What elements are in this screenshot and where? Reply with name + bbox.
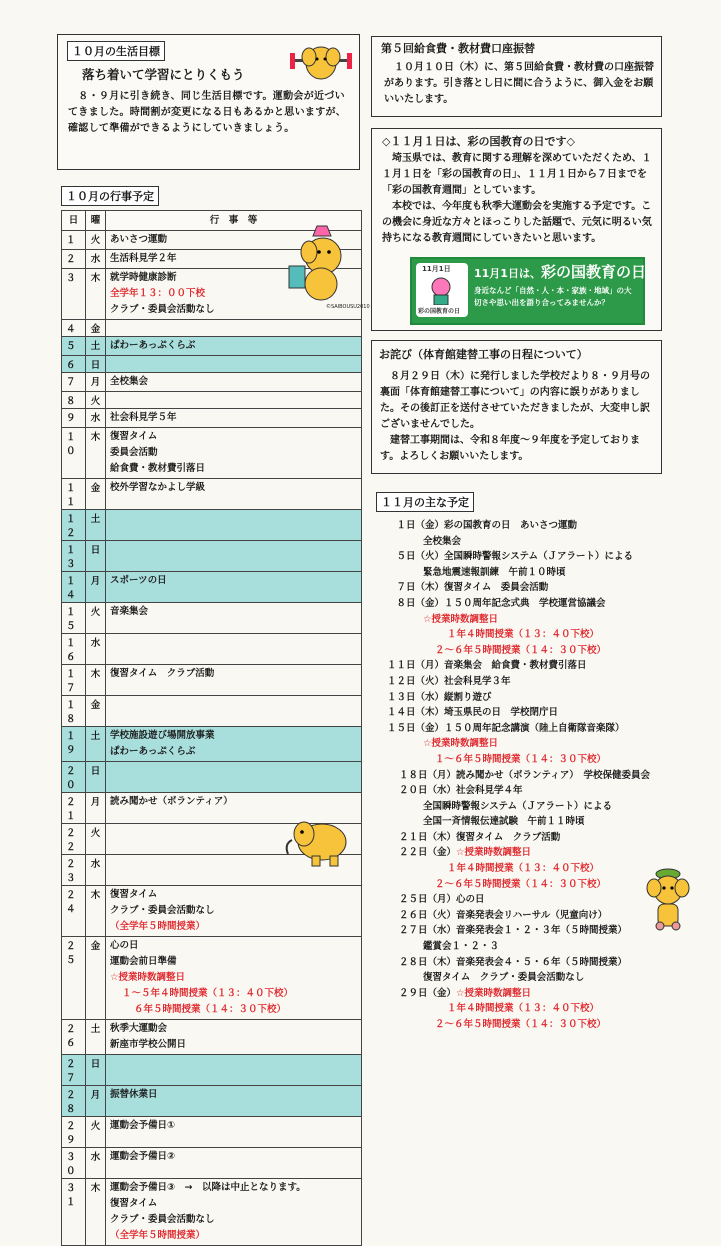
list-item: 緊急地震速報訓練 午前１０時頃	[423, 566, 566, 578]
education-day-box	[371, 128, 662, 331]
list-item: 全国瞬時警報システム（Ｊアラート）による	[423, 800, 613, 812]
list-item: ☆授業時数調整日	[423, 738, 499, 750]
row-weekday: 月	[86, 572, 106, 603]
event-line: ぱわーあっぷくらぶ	[110, 340, 196, 351]
row-event	[106, 428, 362, 479]
row-day: １８	[62, 696, 86, 727]
row-event	[106, 696, 362, 727]
row-day: １４	[62, 572, 86, 603]
row-event	[106, 762, 362, 793]
event-line	[110, 321, 357, 335]
event-line: 運動会予備日③ → 以降は中止となります。	[110, 1182, 306, 1193]
row-day: １７	[62, 665, 86, 696]
list-item-date: ２９日（金）	[399, 987, 457, 999]
row-event	[106, 1055, 362, 1086]
event-line	[110, 763, 357, 777]
row-day: １１	[62, 479, 86, 510]
row-event	[106, 337, 362, 356]
row-day: １９	[62, 727, 86, 762]
event-line: （全学年５時間授業）	[110, 921, 206, 932]
event-line: ６年５時間授業（１４：３０下校）	[134, 1004, 287, 1015]
table-row	[62, 541, 362, 572]
row-event	[106, 1086, 362, 1117]
row-weekday: 月	[86, 793, 106, 824]
row-day: ２８	[62, 1086, 86, 1117]
elephant-reading-icon	[287, 222, 355, 306]
list-item: ５日（火）全国瞬時警報システム（Ｊアラート）による	[387, 551, 634, 563]
event-line	[110, 1056, 357, 1070]
event-line: 復習タイム	[110, 431, 158, 442]
row-event	[106, 356, 362, 373]
list-item-highlight: ☆授業時数調整日	[456, 847, 532, 859]
row-day: ２７	[62, 1055, 86, 1086]
row-weekday: 日	[86, 762, 106, 793]
list-item: ２〜６年５時間授業（１４：３０下校）	[435, 644, 607, 656]
list-item: 鑑賞会１・２・３	[423, 941, 500, 953]
event-line	[110, 511, 357, 525]
row-event	[106, 634, 362, 665]
list-item: ２０日（水）社会科見学４年	[399, 785, 523, 797]
row-weekday: 日	[86, 541, 106, 572]
row-day: ５	[62, 337, 86, 356]
elephant-weightlifting-icon	[290, 39, 352, 83]
list-item-highlight: ☆授業時数調整日	[456, 987, 532, 999]
table-row	[62, 510, 362, 541]
copyright-text: ©SAIBOUSU2010	[326, 304, 370, 310]
banner-badge-top: 11月1日	[422, 265, 451, 273]
list-item: ２７日（水）音楽発表会１・２・３年（５時間授業）	[399, 925, 628, 937]
row-day: ２９	[62, 1117, 86, 1148]
apology-title: お詫び（体育館建替工事の日程について）	[379, 348, 588, 361]
table-row	[62, 665, 362, 696]
table-row	[62, 886, 362, 937]
list-item: １４日（木）埼玉県民の日 学校閉庁日	[387, 707, 559, 719]
row-day: １５	[62, 603, 86, 634]
row-weekday: 土	[86, 337, 106, 356]
elephant-running-icon	[282, 812, 358, 870]
list-item: 全国一斉情報伝達試験 午前１１時頃	[423, 816, 585, 828]
row-weekday: 水	[86, 855, 106, 886]
row-event	[106, 603, 362, 634]
event-line: クラブ・委員会活動なし	[110, 1214, 215, 1225]
event-line: クラブ・委員会活動なし	[110, 304, 215, 315]
row-day: ９	[62, 409, 86, 428]
row-day: ２３	[62, 855, 86, 886]
event-line: １〜５年４時間授業（１３：４０下校）	[122, 988, 294, 999]
list-item: １８日（月）読み聞かせ（ボランティア） 学校保健委員会	[399, 769, 650, 781]
november-schedule-title: １１月の主な予定	[376, 492, 474, 512]
list-item: ８日（金）１５０周年記念式典 学校運営協議会	[387, 597, 606, 609]
row-day: １２	[62, 510, 86, 541]
row-day: ６	[62, 356, 86, 373]
event-line: スポーツの日	[110, 575, 167, 586]
row-weekday: 水	[86, 409, 106, 428]
child-icon	[426, 275, 456, 305]
row-day: ２６	[62, 1020, 86, 1055]
row-day: １	[62, 231, 86, 250]
goal-headline: 落ち着いて学習にとりくもう	[82, 67, 245, 82]
col-weekday: 曜	[86, 211, 106, 231]
table-row	[62, 320, 362, 337]
row-day: １０	[62, 428, 86, 479]
elephant-cheering-icon	[640, 866, 696, 936]
row-weekday: 水	[86, 634, 106, 665]
table-row	[62, 1086, 362, 1117]
event-line: ☆授業時数調整日	[110, 972, 186, 983]
list-item: 復習タイム クラブ・委員会活動なし	[423, 972, 585, 984]
table-row	[62, 479, 362, 510]
event-line: 運動会予備日①	[110, 1120, 176, 1131]
row-event	[106, 665, 362, 696]
event-line: 社会科見学５年	[110, 412, 177, 423]
event-line	[110, 697, 357, 711]
list-item: １年４時間授業（１３：４０下校）	[447, 1003, 600, 1015]
list-item-date: ２２日（金）	[399, 847, 457, 859]
list-item: ２５日（月）心の日	[399, 894, 485, 906]
row-weekday: 日	[86, 1055, 106, 1086]
row-weekday: 土	[86, 727, 106, 762]
table-row	[62, 428, 362, 479]
list-item: １１日（月）音楽集会 給食費・教材費引落日	[387, 660, 587, 672]
row-weekday: 火	[86, 603, 106, 634]
row-day: ３	[62, 269, 86, 320]
event-line: ぱわーあっぷくらぶ	[110, 746, 196, 757]
table-row	[62, 356, 362, 373]
payment-body: １０月１０日（木）に、第５回給食費・教材費の口座振替があります。引き落とし日に間に合うように、御入金をお願いいたします。	[384, 62, 654, 105]
apology-body: ８月２９日（木）に発行しました学校だより８・９月号の裏面「体育館建替工事について」の内容に誤りがありました。その後訂正を送付させていただきましたが、大変申し訳ございませんでした。 建替工事期間は、令和８年度〜９年度を予定しております。よろしくお願いいたします。	[380, 371, 650, 462]
event-line	[110, 635, 357, 649]
row-event	[106, 1148, 362, 1179]
row-day: １６	[62, 634, 86, 665]
monthly-goal-box	[57, 34, 360, 170]
row-weekday: 金	[86, 479, 106, 510]
banner-badge	[416, 263, 468, 317]
list-item: １３日（水）縦割り遊び	[387, 691, 492, 703]
table-row	[62, 572, 362, 603]
october-schedule-title: １０月の行事予定	[61, 186, 159, 206]
event-line: 復習タイム	[110, 1198, 158, 1209]
row-weekday: 木	[86, 269, 106, 320]
row-weekday: 木	[86, 1179, 106, 1246]
event-line: 音楽集会	[110, 606, 149, 617]
row-day: ４	[62, 320, 86, 337]
event-line: 校外学習なかよし学級	[110, 482, 206, 493]
banner-sub: 身近なんど「自然・人・本・家族・地域」の大切さや思い出を語り合ってみませんか？	[474, 286, 632, 307]
payment-box	[371, 36, 662, 117]
table-row	[62, 337, 362, 356]
row-weekday: 金	[86, 937, 106, 1020]
event-line: 復習タイム	[110, 889, 158, 900]
banner-heading-small: 11月1日は、	[474, 267, 541, 280]
row-event	[106, 479, 362, 510]
row-day: ２０	[62, 762, 86, 793]
row-event	[106, 541, 362, 572]
table-row	[62, 696, 362, 727]
list-item: ☆授業時数調整日	[423, 613, 499, 625]
table-row	[62, 634, 362, 665]
banner-heading-big: 彩の国教育の日	[540, 263, 646, 281]
row-weekday: 土	[86, 510, 106, 541]
row-weekday: 木	[86, 886, 106, 937]
list-item: １日（金）彩の国教育の日 あいさつ運動	[387, 520, 578, 531]
event-line: 復習タイム クラブ活動	[110, 668, 215, 679]
event-line: 給食費・教材費引落日	[110, 463, 206, 474]
col-event: 行 事 等	[106, 211, 362, 231]
table-row	[62, 727, 362, 762]
list-item	[371, 845, 650, 861]
list-item: １〜６年５時間授業（１４：３０下校）	[435, 753, 607, 765]
event-line	[110, 357, 357, 371]
row-weekday: 火	[86, 231, 106, 250]
table-row	[62, 1117, 362, 1148]
row-weekday: 月	[86, 1086, 106, 1117]
table-row	[62, 937, 362, 1020]
row-weekday: 火	[86, 1117, 106, 1148]
event-line: 運動会予備日②	[110, 1151, 176, 1162]
event-line: クラブ・委員会活動なし	[110, 905, 215, 916]
table-row	[62, 392, 362, 409]
row-weekday: 金	[86, 320, 106, 337]
november-schedule-list	[371, 518, 650, 1033]
row-day: ７	[62, 373, 86, 392]
list-item: １年４時間授業（１３：４０下校）	[447, 629, 600, 641]
event-line: 新座市学校公開日	[110, 1039, 187, 1050]
row-weekday: 金	[86, 696, 106, 727]
list-item: ２８日（木）音楽発表会４・５・６年（５時間授業）	[399, 956, 628, 968]
list-item: 全校集会	[423, 535, 462, 547]
row-weekday: 木	[86, 665, 106, 696]
goal-title: １０月の生活目標	[67, 41, 165, 61]
row-day: １３	[62, 541, 86, 572]
apology-box	[371, 340, 662, 474]
row-event	[106, 937, 362, 1020]
event-line: 学校施設遊び場開放事業	[110, 730, 215, 741]
event-line: 心の日	[110, 940, 139, 951]
event-line: 秋季大運動会	[110, 1023, 168, 1034]
list-item: ２６日（火）音楽発表会リハーサル（児童向け）	[399, 909, 608, 921]
event-line: 就学時健康診断	[110, 272, 177, 283]
row-event	[106, 1020, 362, 1055]
row-weekday: 月	[86, 373, 106, 392]
table-row	[62, 1179, 362, 1246]
education-day-body: 埼玉県では、教育に関する理解を深めていただくため、１１月１日を「彩の国教育の日」、１１月１日から７日までを「彩の国教育週間」としています。 本校では、今年度も秋季大運動会を実施する予定です。この機会に身近な方々とほっこりした話題で、元気に明るい気持ちになる教育週間にしていきたいと思います。	[382, 153, 652, 244]
event-line: 全学年１３：００下校	[110, 288, 206, 299]
row-event	[106, 373, 362, 392]
event-line: 生活科見学２年	[110, 253, 177, 264]
row-event	[106, 392, 362, 409]
event-line: 読み聞かせ（ボランティア）	[110, 796, 233, 807]
row-weekday: 木	[86, 428, 106, 479]
education-day-banner	[410, 257, 645, 325]
row-event	[106, 1179, 362, 1246]
table-row	[62, 409, 362, 428]
list-item: ２〜６年５時間授業（１４：３０下校）	[435, 1019, 607, 1030]
row-weekday: 水	[86, 250, 106, 269]
table-row	[62, 373, 362, 392]
event-line: 振替休業日	[110, 1089, 158, 1100]
payment-title: 第５回給食費・教材費口座振替	[381, 42, 535, 55]
row-event	[106, 572, 362, 603]
banner-heading	[474, 261, 646, 282]
list-item: １年４時間授業（１３：４０下校）	[447, 863, 600, 875]
row-day: ２	[62, 250, 86, 269]
row-day: ３１	[62, 1179, 86, 1246]
row-day: ２１	[62, 793, 86, 824]
event-line	[110, 542, 357, 556]
event-line: 委員会活動	[110, 447, 158, 458]
col-day: 日	[62, 211, 86, 231]
goal-body: ８・９月に引き続き、同じ生活目標です。運動会が近づいてきました。時間割が変更になる日もあるかと思いますが、確認して準備ができるようにしていきましょう。	[68, 91, 347, 134]
row-event	[106, 727, 362, 762]
list-item: ２１日（木）復習タイム クラブ活動	[399, 831, 561, 843]
row-day: ８	[62, 392, 86, 409]
row-weekday: 水	[86, 1148, 106, 1179]
table-row	[62, 1055, 362, 1086]
row-event	[106, 409, 362, 428]
education-day-title: ◇１１月１日は、彩の国教育の日です◇	[382, 135, 575, 148]
table-row	[62, 1020, 362, 1055]
table-row	[62, 1148, 362, 1179]
banner-badge-bottom: 彩の国教育の日	[418, 308, 461, 315]
event-line	[110, 393, 357, 407]
event-line: 全校集会	[110, 376, 149, 387]
table-row	[62, 762, 362, 793]
row-day: ２２	[62, 824, 86, 855]
row-event	[106, 1117, 362, 1148]
list-item: １２日（火）社会科見学３年	[387, 675, 511, 687]
row-day: ２５	[62, 937, 86, 1020]
row-weekday: 火	[86, 824, 106, 855]
row-event	[106, 320, 362, 337]
event-line: あいさつ運動	[110, 234, 168, 245]
row-event	[106, 886, 362, 937]
list-item: ７日（木）復習タイム 委員会活動	[387, 582, 549, 594]
october-schedule-table	[61, 210, 362, 1246]
row-day: ２４	[62, 886, 86, 937]
row-weekday: 日	[86, 356, 106, 373]
table-row	[62, 603, 362, 634]
list-item: ２〜６年５時間授業（１４：３０下校）	[435, 878, 607, 890]
row-day: ３０	[62, 1148, 86, 1179]
list-item	[371, 986, 650, 1002]
row-event	[106, 510, 362, 541]
list-item: １５日（金）１５０周年記念講演（陸上自衛隊音楽隊）	[387, 722, 625, 734]
event-line: （全学年５時間授業）	[110, 1230, 206, 1241]
row-weekday: 火	[86, 392, 106, 409]
event-line: 運動会前日準備	[110, 956, 177, 967]
row-weekday: 土	[86, 1020, 106, 1055]
